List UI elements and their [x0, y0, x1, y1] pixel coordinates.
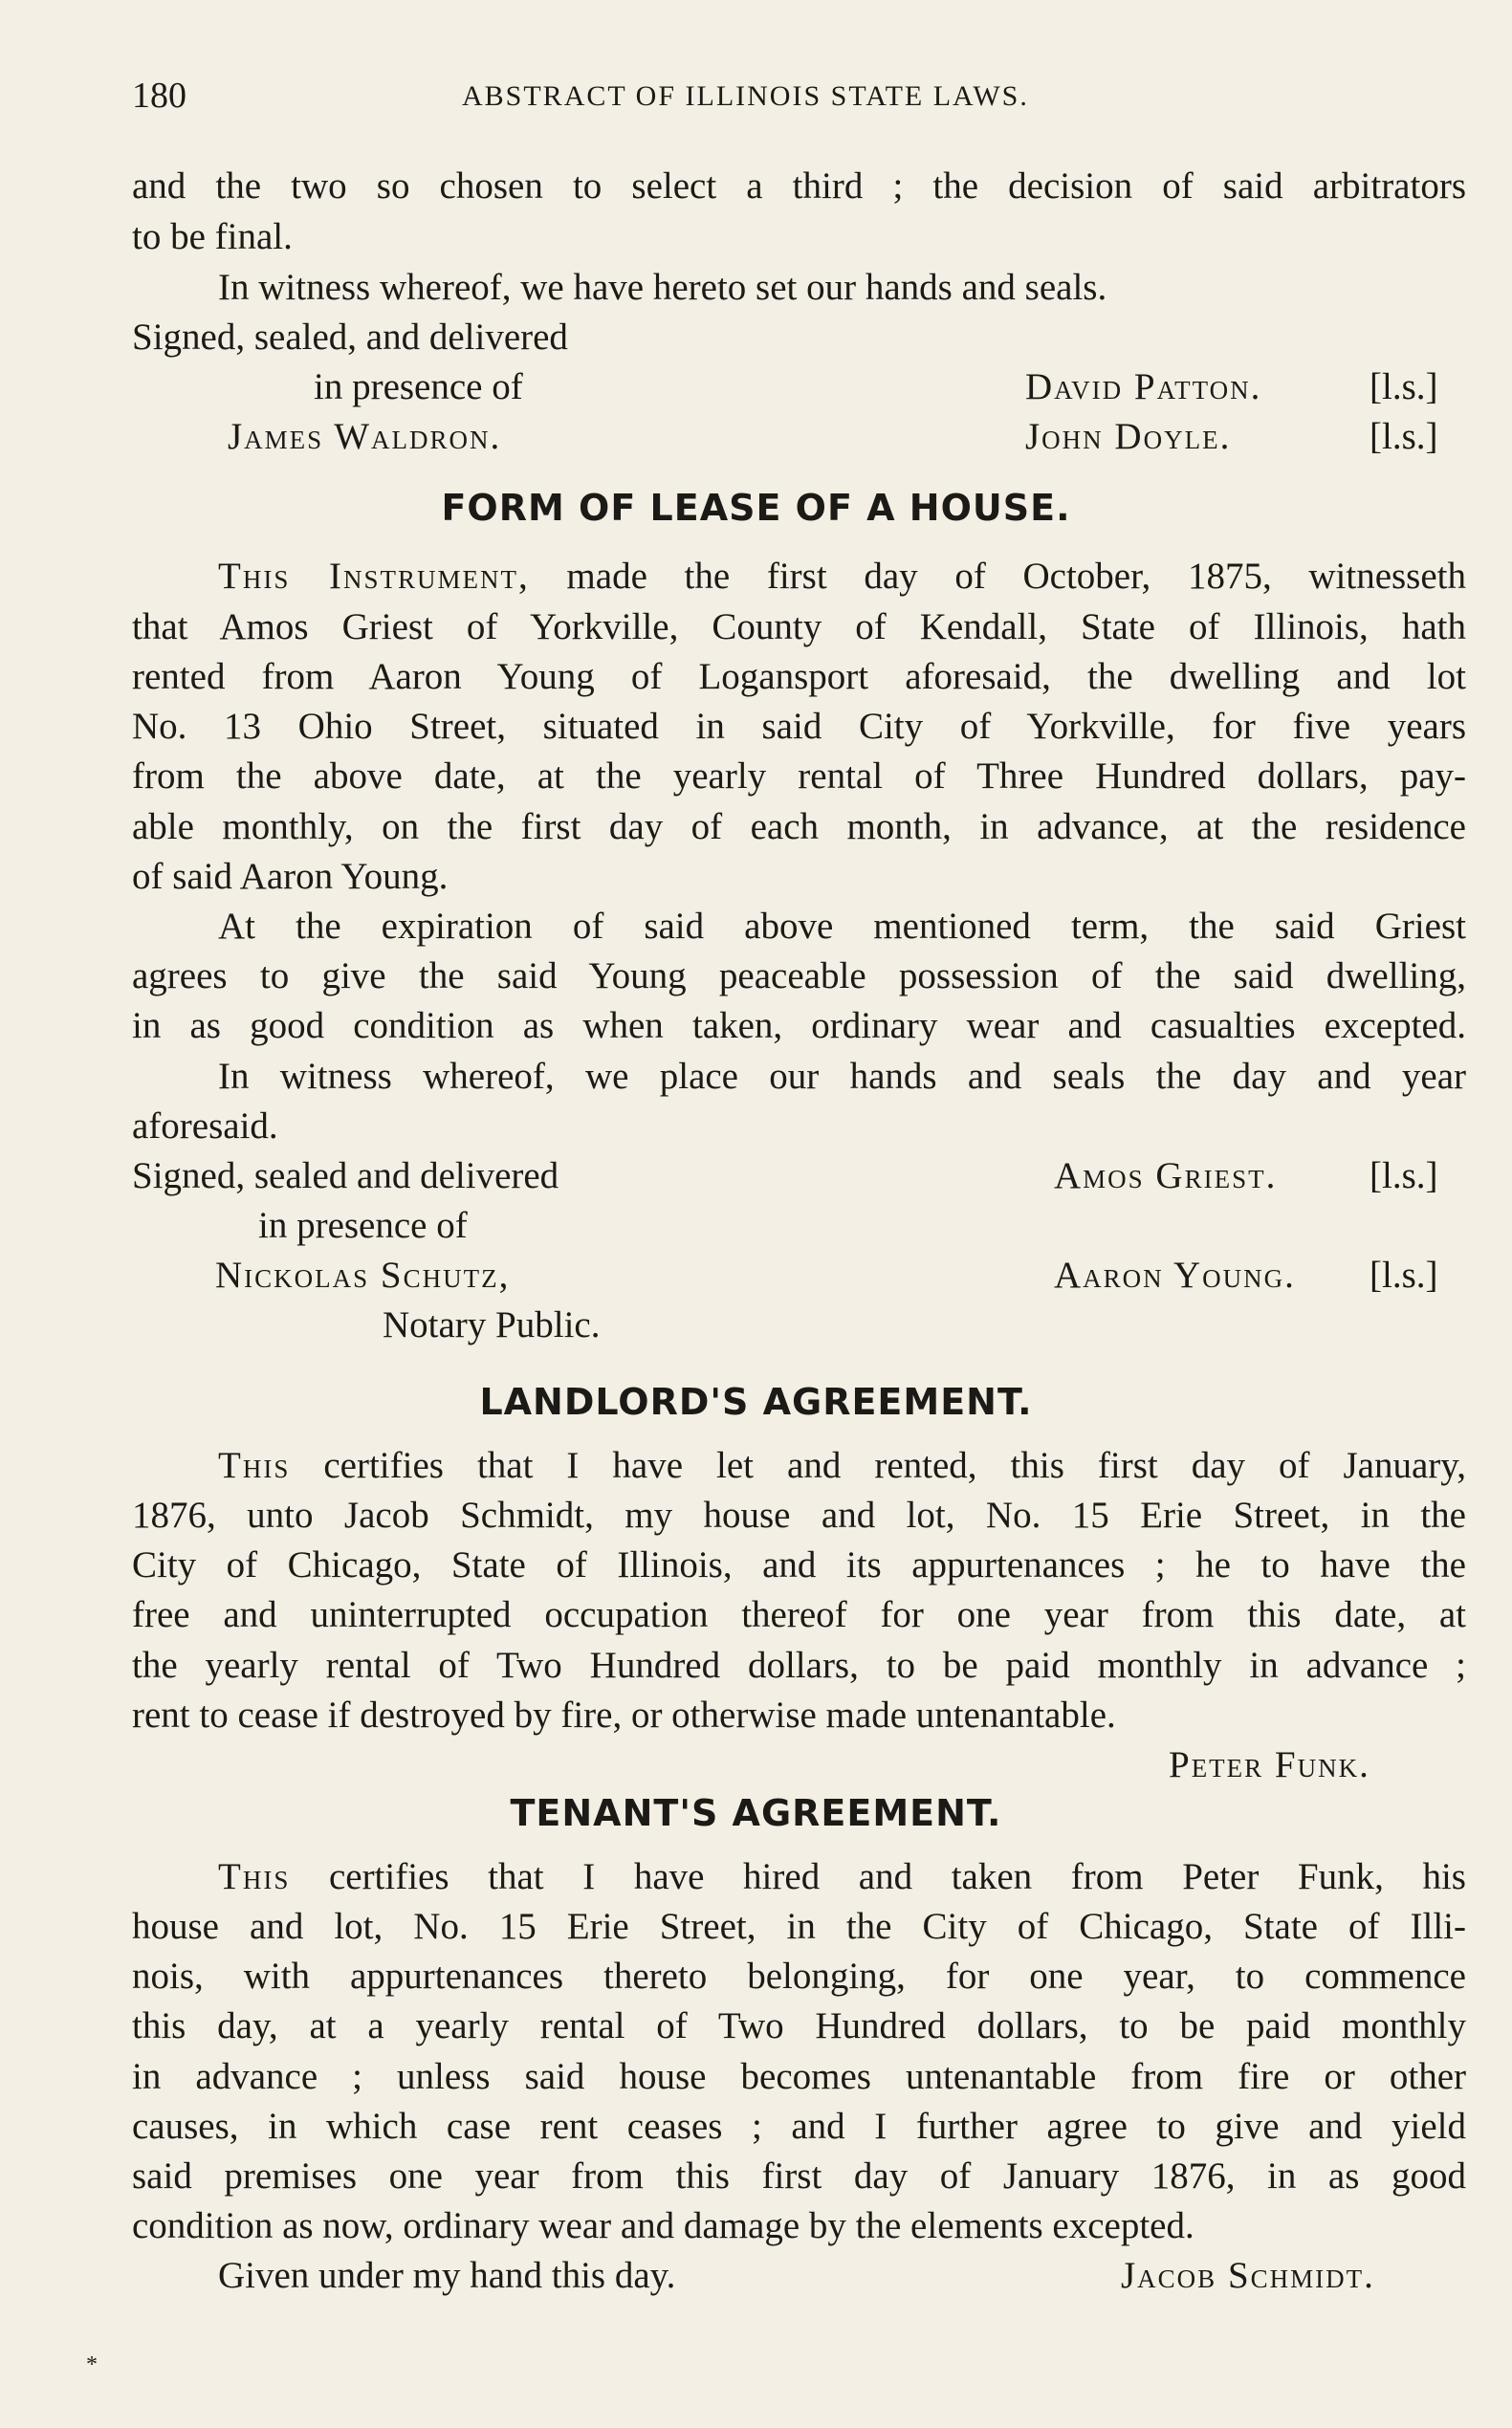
text-line: house and lot, No. 15 Erie Street, in the City of Chicago, State of Illi-	[132, 1906, 1466, 1947]
text-line: No. 13 Ohio Street, situated in said City of Yorkville, for five years	[132, 706, 1466, 747]
text-line: Signed, sealed, and delivered	[132, 317, 568, 358]
line-text: certifies that I have let and rented, this first day of January,	[323, 1445, 1467, 1486]
signer-name: David Patton.	[1025, 366, 1262, 407]
seal-mark: [l.s.]	[1370, 1255, 1438, 1296]
text-line: 1876, unto Jacob Schmidt, my house and lot, No. 15 Erie Street, in the	[132, 1495, 1466, 1536]
text-line: from the above date, at the yearly rental of Three Hundred dollars, pay-	[132, 755, 1466, 797]
text-line: causes, in which case rent ceases ; and I further agree to give and yield	[132, 2106, 1466, 2147]
text-line: rent to cease if destroyed by fire, or otherwise made untenantable.	[132, 1695, 1116, 1736]
text-line: agrees to give the said Young peaceable possession of the said dwelling,	[132, 955, 1466, 996]
text-line: of said Aaron Young.	[132, 856, 449, 897]
signature: Peter Funk.	[1169, 1744, 1370, 1785]
text-line: aforesaid.	[132, 1105, 278, 1147]
text-line: nois, with appurtenances thereto belonging, for one year, to commence	[132, 1956, 1466, 1997]
lead-words: This	[218, 1856, 291, 1897]
text-line: Given under my hand this day.	[218, 2255, 676, 2296]
text-line: said premises one year from this first day of January 1876, in as good	[132, 2155, 1466, 2197]
text-line	[218, 558, 1466, 595]
text-line: and the two so chosen to select a third ; the decision of said arbitrators	[132, 165, 1466, 207]
text-line: in advance ; unless said house becomes untenantable from fire or other	[132, 2056, 1466, 2097]
seal-mark: [l.s.]	[1370, 416, 1438, 457]
text-line: this day, at a yearly rental of Two Hundred dollars, to be paid monthly	[132, 2005, 1466, 2046]
text-line: in as good condition as when taken, ordinary wear and casualties excepted.	[132, 1005, 1466, 1046]
text-line: condition as now, ordinary wear and damage by the elements excepted.	[132, 2205, 1194, 2246]
line-text: certifies that I have hired and taken from Peter Funk, his	[328, 1856, 1466, 1897]
text-line: In witness whereof, we have hereto set our hands and seals.	[218, 267, 1107, 308]
notary-title: Notary Public.	[383, 1304, 601, 1345]
text-line: in presence of	[314, 366, 523, 407]
seal-mark: [l.s.]	[1370, 366, 1438, 407]
text-line: Signed, sealed and delivered	[132, 1155, 559, 1196]
footer-mark: *	[86, 2352, 98, 2377]
signer-name: Aaron Young.	[1054, 1255, 1296, 1296]
running-title: ABSTRACT OF ILLINOIS STATE LAWS.	[462, 80, 1029, 112]
lead-words: This	[218, 1445, 291, 1486]
text-line: rented from Aaron Young of Logansport aforesaid, the dwelling and lot	[132, 656, 1466, 697]
running-header	[132, 75, 1466, 122]
text-line: the yearly rental of Two Hundred dollars, to be paid monthly in advance ;	[132, 1645, 1466, 1686]
section-heading: TENANT'S AGREEMENT.	[510, 1792, 1002, 1834]
text-line: able monthly, on the first day of each month, in advance, at the residence	[132, 806, 1466, 847]
page-number: 180	[132, 76, 186, 116]
text-line: to be final.	[132, 216, 293, 257]
section-heading: FORM OF LEASE OF A HOUSE.	[441, 487, 1071, 529]
text-line: At the expiration of said above mentioned term, the said Griest	[218, 906, 1466, 947]
notary-name: Nickolas Schutz,	[215, 1255, 511, 1296]
seal-mark: [l.s.]	[1370, 1155, 1438, 1196]
line-text: made the first day of October, 1875, witnesseth	[566, 556, 1467, 597]
signer-name: Amos Griest.	[1054, 1155, 1278, 1196]
text-line: In witness whereof, we place our hands and seals the day and year	[218, 1056, 1466, 1097]
signature: Jacob Schmidt.	[1121, 2255, 1375, 2296]
signer-name: John Doyle.	[1025, 416, 1232, 457]
witness-name: James Waldron.	[228, 416, 502, 457]
text-line: City of Chicago, State of Illinois, and its appurtenances ; he to have the	[132, 1544, 1466, 1586]
text-line: in presence of	[258, 1205, 468, 1246]
lead-words: This Instrument,	[218, 556, 530, 597]
text-line	[218, 1858, 1466, 1895]
text-line	[218, 1447, 1466, 1484]
text-line: free and uninterrupted occupation thereof for one year from this date, at	[132, 1594, 1466, 1635]
section-heading: LANDLORD'S AGREEMENT.	[479, 1381, 1033, 1423]
text-line: that Amos Griest of Yorkville, County of Kendall, State of Illinois, hath	[132, 606, 1466, 647]
